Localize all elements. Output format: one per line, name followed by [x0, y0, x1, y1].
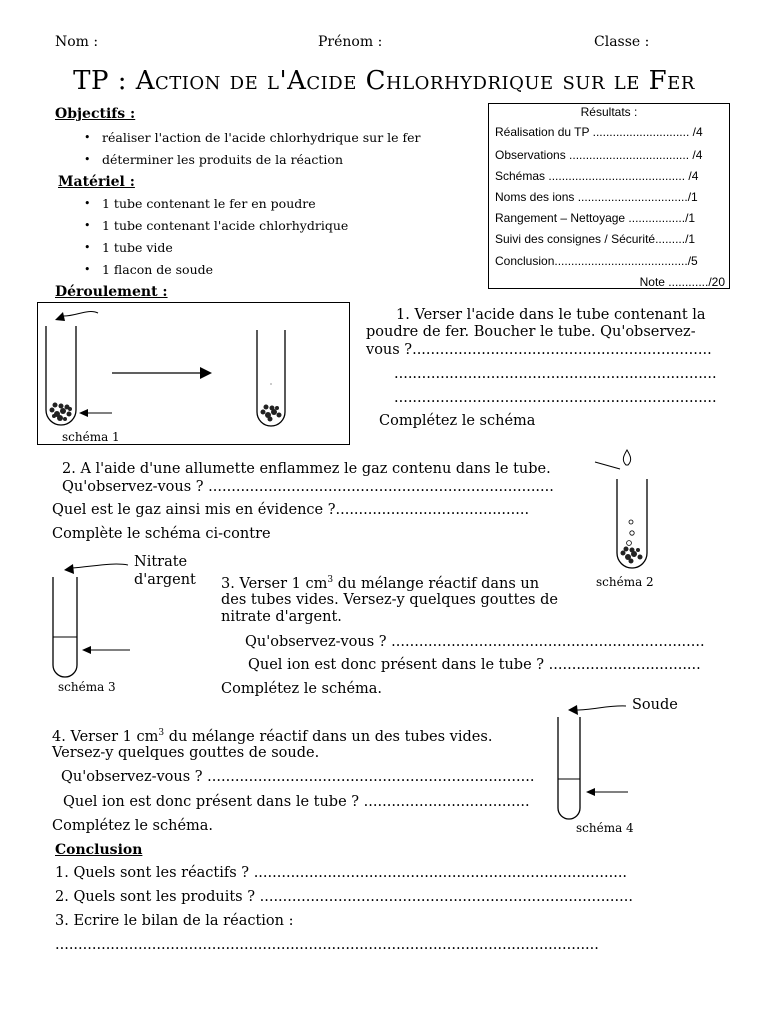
- q3-complete: Complétez le schéma.: [221, 681, 383, 697]
- q3-reagent-line1: Nitrate: [134, 554, 188, 570]
- q1-line2: poudre de fer. Boucher le tube. Qu'observez-: [366, 324, 696, 340]
- list-item: • 1 tube vide: [84, 240, 348, 262]
- resultats-note: Note ............/20: [639, 275, 725, 289]
- q3-line3: nitrate d'argent.: [221, 609, 342, 625]
- deroulement-heading: Déroulement :: [55, 284, 168, 300]
- q2-line3: Quel est le gaz ainsi mis en évidence ?..........................................: [52, 502, 530, 518]
- q4-line1: 4. Verser 1 $cm^3$ du mélange réactif dans un des tubes vides.: [52, 728, 493, 745]
- prenom-label: Prénom :: [318, 34, 383, 50]
- schema2-label: schéma 2: [596, 575, 654, 589]
- list-item: • déterminer les produits de la réaction: [84, 152, 421, 174]
- q4-complete: Complétez le schéma.: [52, 818, 214, 834]
- q1-answer-line: ......................................................................: [394, 366, 717, 382]
- q2-line2: Qu'observez-vous ? ...........................................................................: [62, 479, 554, 495]
- q4-sup: 3: [158, 728, 165, 738]
- conclusion-heading: Conclusion: [55, 842, 143, 858]
- q1-answer-line: ......................................................................: [394, 390, 717, 406]
- resultats-row: Suivi des consignes / Sécurité........./1: [495, 232, 696, 246]
- list-item: • 1 tube contenant l'acide chlorhydrique: [84, 218, 348, 240]
- schema3-label: schéma 3: [58, 680, 116, 694]
- q1-line3: vous ?.................................................................: [366, 342, 712, 358]
- q3-line1: 3. Verser 1 $cm^3$ du mélange réactif dans un: [221, 575, 540, 592]
- resultats-row: Rangement – Nettoyage ................./1: [495, 211, 696, 225]
- q2-complete: Complète le schéma ci-contre: [52, 526, 271, 542]
- q2-line1: 2. A l'aide d'une allumette enflammez le gaz contenu dans le tube.: [62, 461, 551, 477]
- q4-line2: Versez-y quelques gouttes de soude.: [52, 745, 320, 761]
- schema1-label: schéma 1: [62, 430, 120, 444]
- q3-observe: Qu'observez-vous ? ....................................................................: [245, 634, 705, 650]
- list-item: • 1 tube contenant le fer en poudre: [84, 196, 348, 218]
- resultats-row: Observations .................................... /4: [495, 148, 703, 162]
- q3-sup: 3: [327, 575, 334, 585]
- q3-reagent-line2: d'argent: [134, 572, 196, 588]
- conclusion-answer-line: ......................................................................................................................: [55, 937, 599, 953]
- classe-label: Classe :: [594, 34, 650, 50]
- q4-observe: Qu'observez-vous ? .......................................................................: [61, 769, 535, 785]
- resultats-row: Réalisation du TP ............................. /4: [495, 125, 703, 139]
- resultats-row: Conclusion......................................../5: [495, 254, 698, 268]
- objectifs-heading: Objectifs :: [55, 106, 136, 122]
- q1-complete: Complétez le schéma: [379, 413, 536, 429]
- page-title: TP : Action de l'Acide Chlorhydrique sur le Fer: [73, 66, 695, 96]
- conclusion-q2: 2. Quels sont les produits ? .................................................................................: [55, 889, 633, 905]
- conclusion-q3: 3. Ecrire le bilan de la réaction :: [55, 913, 294, 929]
- list-item: • réaliser l'action de l'acide chlorhydrique sur le fer: [84, 130, 421, 152]
- resultats-row: Schémas ......................................... /4: [495, 169, 699, 183]
- nom-label: Nom :: [55, 34, 99, 50]
- q3-line2: des tubes vides. Versez-y quelques gouttes de: [221, 592, 558, 608]
- list-item: • 1 flacon de soude: [84, 262, 348, 284]
- resultats-row: Noms des ions ................................./1: [495, 190, 698, 204]
- q3-ion: Quel ion est donc présent dans le tube ? .................................: [248, 657, 701, 673]
- q4-reagent: Soude: [632, 697, 678, 713]
- resultats-title: Résultats :: [580, 105, 638, 119]
- q1-line1: 1. Verser l'acide dans le tube contenant la: [396, 307, 706, 323]
- schema4-label: schéma 4: [576, 821, 634, 835]
- materiel-heading: Matériel :: [58, 174, 135, 190]
- conclusion-q1: 1. Quels sont les réactifs ? .................................................................................: [55, 865, 628, 881]
- q4-ion: Quel ion est donc présent dans le tube ? ....................................: [63, 794, 530, 810]
